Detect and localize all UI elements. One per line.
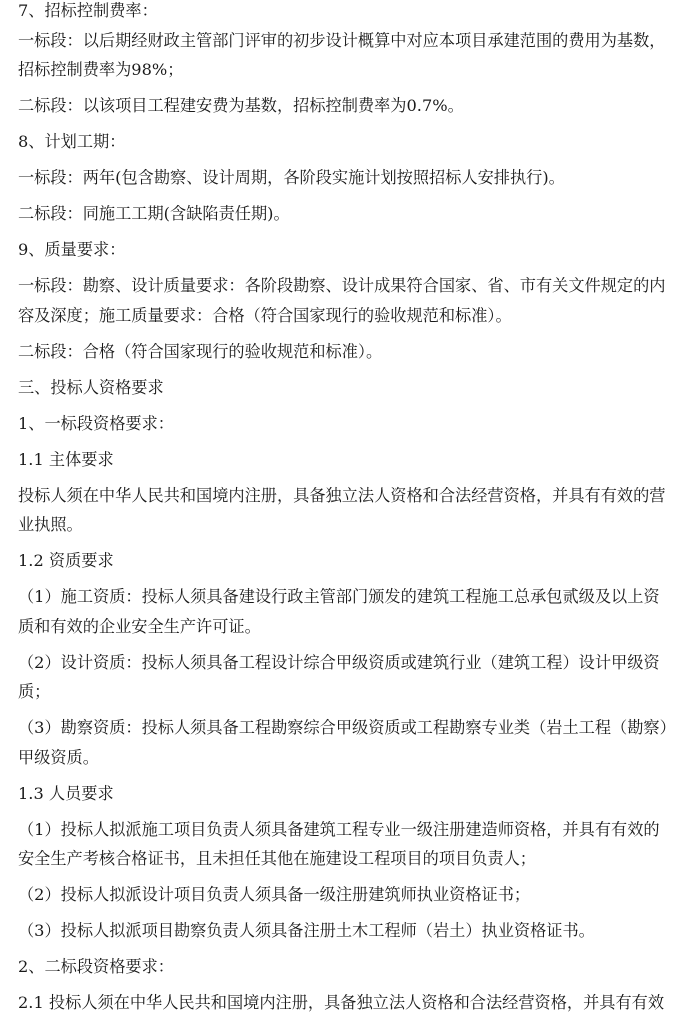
paragraph-line: （1）施工资质：投标人须具备建设行政主管部门颁发的建筑工程施工总承包贰级及以上资: [18, 587, 660, 606]
paragraph-line: （2）投标人拟派设计项目负责人须具备一级注册建筑师执业资格证书；: [18, 885, 531, 904]
section-heading: 1、一标段资格要求：: [18, 413, 174, 433]
section-heading: 三、投标人资格要求: [18, 377, 164, 397]
paragraph-line: 2.1 投标人须在中华人民共和国境内注册，具备独立法人资格和合法经营资格，并具有有效: [18, 993, 665, 1012]
paragraph-line: 投标人须在中华人民共和国境内注册，具备独立法人资格和合法经营资格，并具有有效的营: [18, 485, 666, 505]
section-heading: 9、质量要求：: [18, 240, 126, 259]
paragraph-line: 甲级资质。: [18, 747, 99, 767]
paragraph-line: （1）投标人拟派施工项目负责人须具备建筑工程专业一级注册建造师资格，并具有有效的: [18, 819, 660, 839]
paragraph-line: （3）勘察资质：投标人须具备工程勘察综合甲级资质或工程勘察专业类（岩土工程（勘察）: [18, 718, 676, 737]
section-heading: 8、计划工期：: [18, 132, 126, 151]
paragraph-line: 招标控制费率为98%；: [18, 60, 184, 79]
paragraph-line: 一标段：两年(包含勘察、设计周期，各阶段实施计划按照招标人安排执行)。: [18, 168, 565, 187]
paragraph-line: 二标段：以该项目工程建安费为基数，招标控制费率为0.7%。: [18, 96, 464, 115]
document-body: [18, 0, 676, 1018]
paragraph-line: （2）设计资质：投标人须具备工程设计综合甲级资质或建筑行业（建筑工程）设计甲级资: [18, 652, 660, 672]
paragraph-line: 业执照。: [18, 515, 83, 534]
subsection-heading: 1.2 资质要求: [18, 551, 114, 570]
paragraph-line: 质和有效的企业安全生产许可证。: [18, 616, 261, 636]
paragraph-line: 质；: [18, 682, 51, 701]
paragraph-line: 容及深度；施工质量要求：合格（符合国家现行的验收规范和标准）。: [18, 305, 512, 325]
section-heading: 7、招标控制费率：: [18, 1, 158, 20]
paragraph-line: 二标段：合格（符合国家现行的验收规范和标准）。: [18, 341, 383, 361]
paragraph-line: 一标段：勘察、设计质量要求：各阶段勘察、设计成果符合国家、省、市有关文件规定的内: [18, 276, 666, 295]
subsection-heading: 1.1 主体要求: [18, 449, 114, 469]
subsection-heading: 1.3 人员要求: [18, 783, 114, 803]
paragraph-line: 一标段：以后期经财政主管部门评审的初步设计概算中对应本项目承建范围的费用为基数，: [18, 30, 666, 50]
paragraph-line: 二标段：同施工工期(含缺陷责任期)。: [18, 204, 290, 223]
section-heading: 2、二标段资格要求：: [18, 957, 174, 976]
paragraph-line: 安全生产考核合格证书，且未担任其他在施建设工程项目的项目负责人；: [18, 849, 536, 868]
paragraph-line: （3）投标人拟派项目勘察负责人须具备注册土木工程师（岩土）执业资格证书。: [18, 921, 595, 940]
